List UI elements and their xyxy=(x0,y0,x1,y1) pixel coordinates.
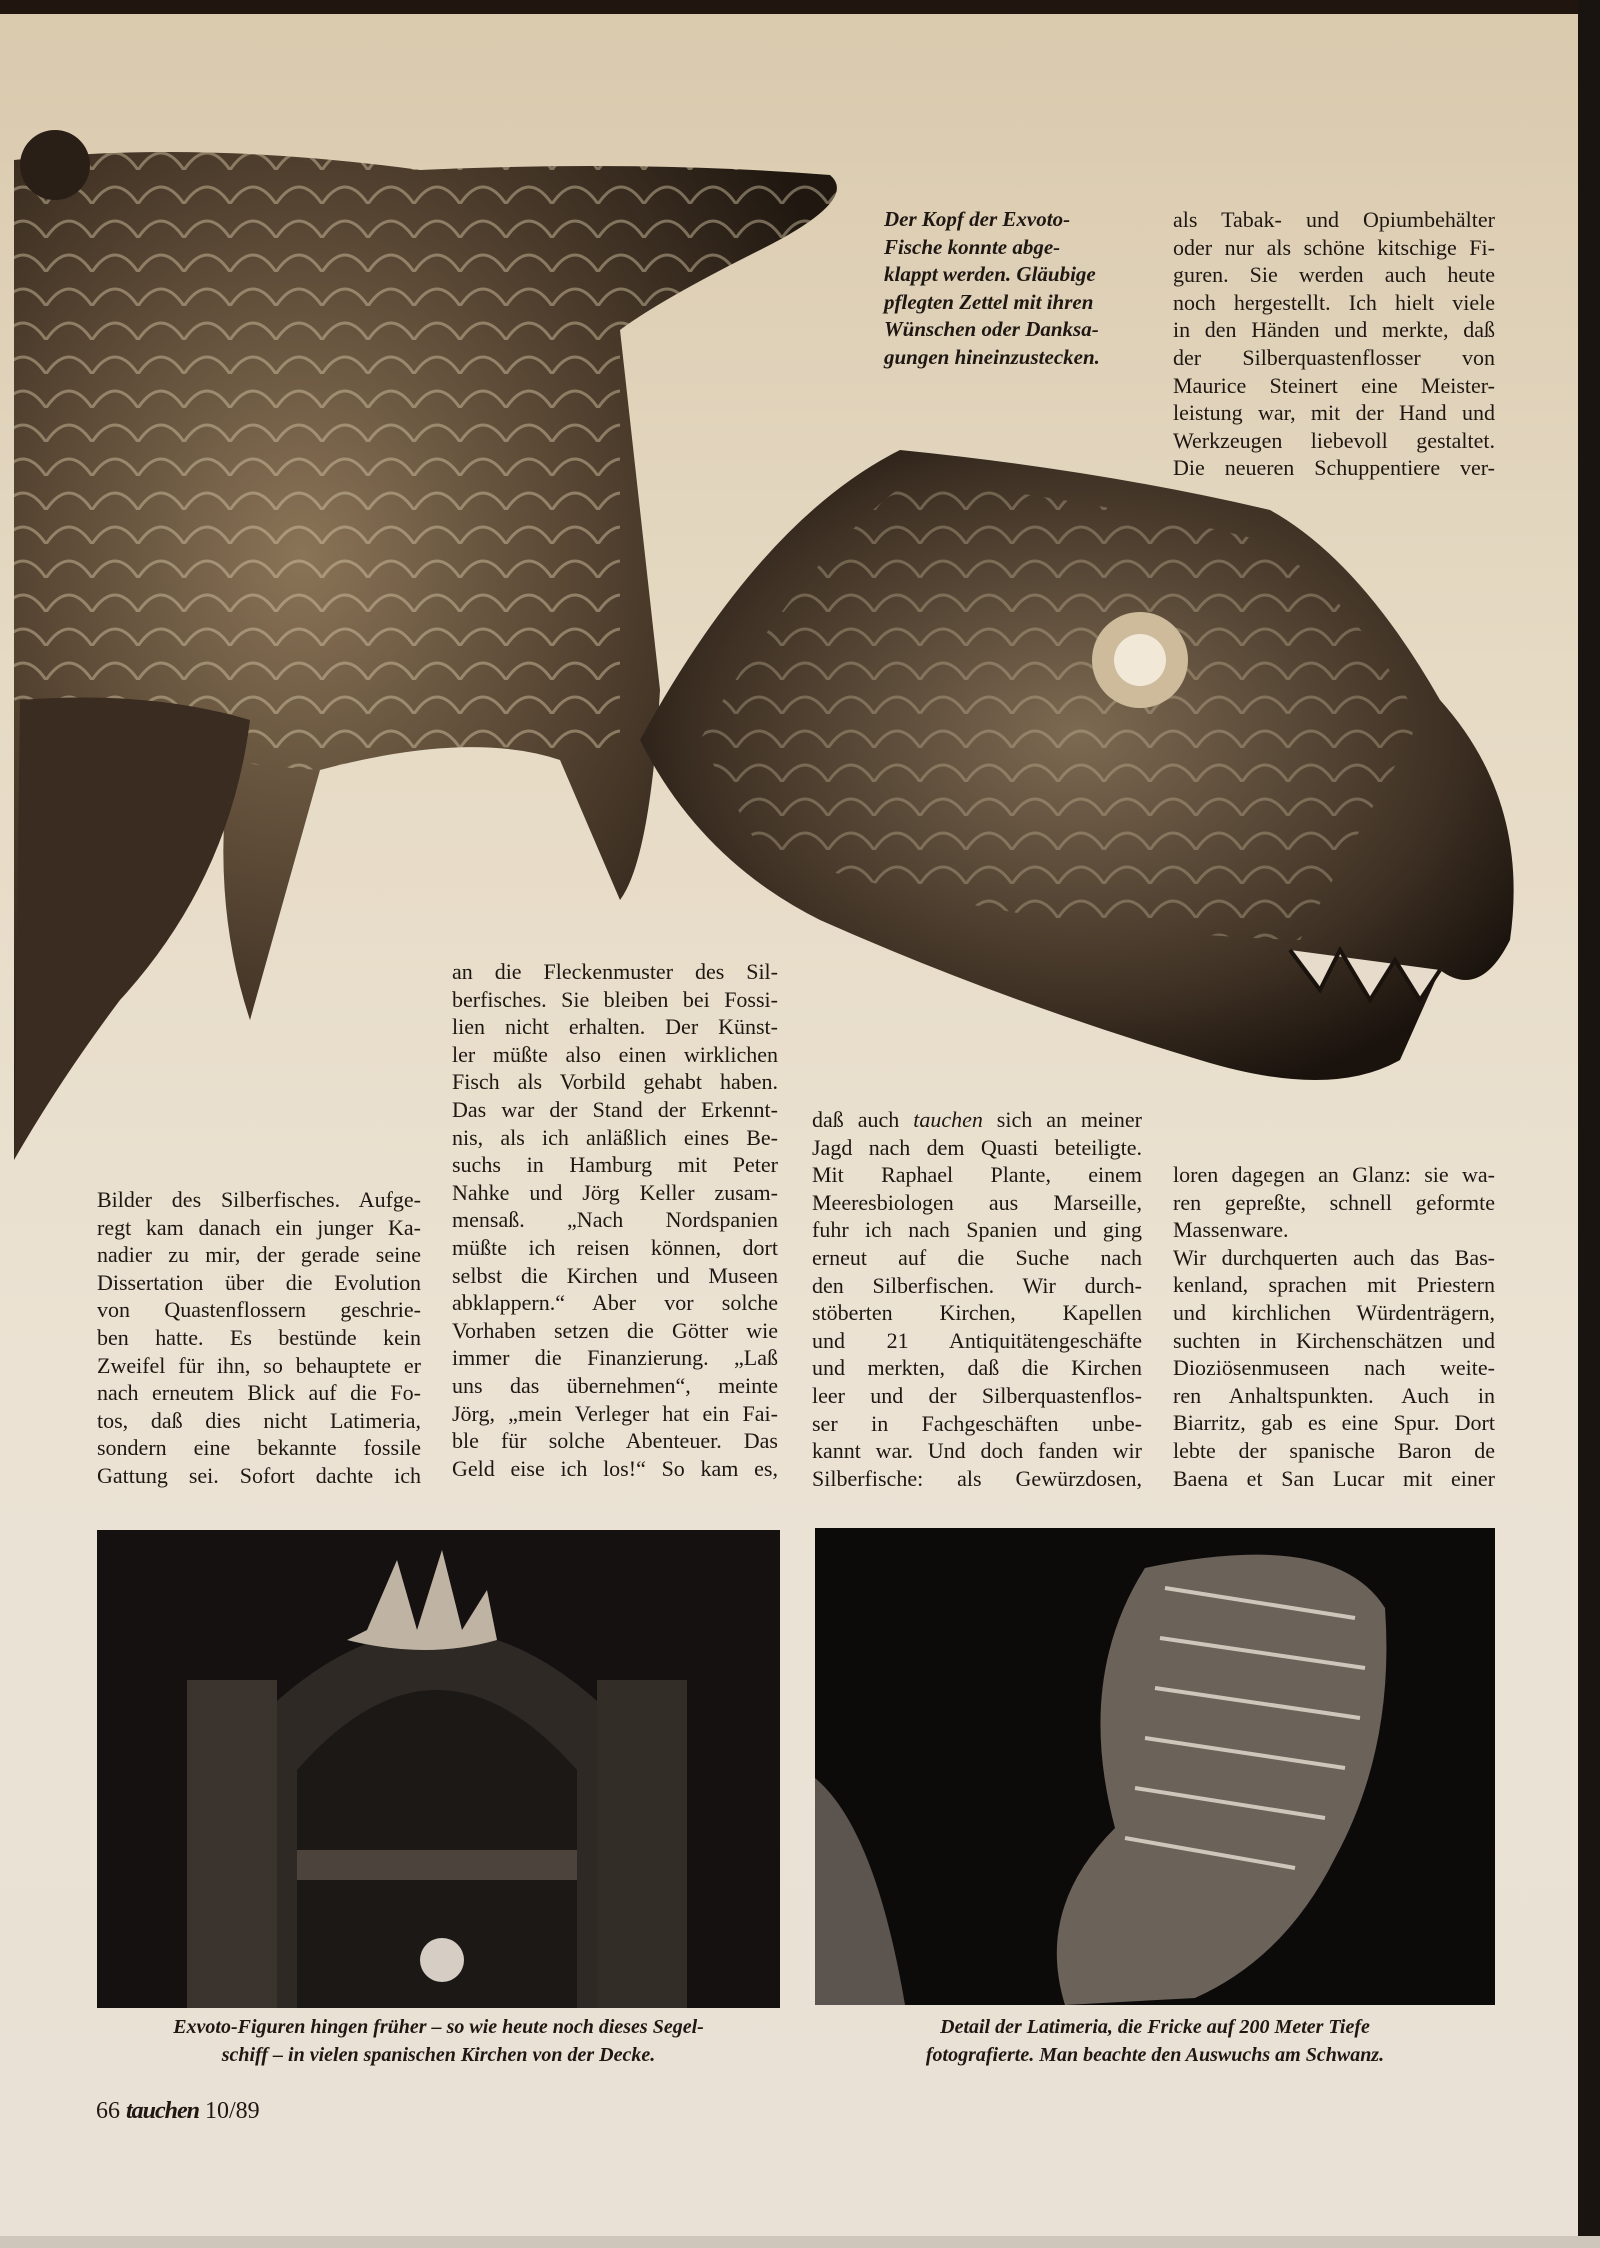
article-line: Dioziösenmuseen nach weite- xyxy=(1173,1355,1495,1381)
article-line: an die Fleckenmuster des Sil- xyxy=(452,959,778,984)
caption-line: Fische konnte abge- xyxy=(884,234,1061,259)
latimeria-fin-image xyxy=(815,1528,1495,2005)
article-line: und kirchlichen Würdenträgern, xyxy=(1173,1299,1495,1325)
article-line: kenland, sprachen mit Priestern xyxy=(1173,1272,1495,1298)
caption-line: schiff – in vielen spanischen Kirchen von der Decke. xyxy=(221,2044,656,2066)
article-line: Maurice Steinert eine Meister- xyxy=(1173,372,1495,398)
article-line: ben hatte. Es bestünde kein xyxy=(97,1324,421,1350)
article-line: suchten in Kirchenschätzen und xyxy=(1173,1327,1495,1353)
scan-edge-right xyxy=(1578,0,1600,2248)
article-line: Meeresbiologen aus Marseille, xyxy=(812,1189,1142,1215)
article-line: Fisch als Vorbild gehabt haben. xyxy=(452,1069,778,1095)
church-interior-image xyxy=(97,1530,780,2008)
article-line: Dissertation über die Evolution xyxy=(97,1269,421,1295)
article-line: Bilder des Silberfisches. Aufge- xyxy=(97,1187,421,1212)
caption-line: gungen hineinzustecken. xyxy=(884,344,1100,369)
article-line: leer und der Silberquastenflos- xyxy=(812,1382,1142,1408)
article-line: ren Anhaltspunkten. Auch in xyxy=(1173,1382,1495,1408)
article-column-1 xyxy=(97,1186,421,1490)
article-line: ren gepreßte, schnell geformte xyxy=(1173,1189,1495,1215)
article-line: lebte der spanische Baron de xyxy=(1173,1437,1495,1463)
text-run: sich an meiner xyxy=(982,1107,1142,1132)
article-line: Werkzeugen liebevoll gestaltet. xyxy=(1173,427,1495,453)
article-line: selbst die Kirchen und Museen xyxy=(452,1262,778,1288)
article-line: lien nicht erhalten. Der Künst- xyxy=(452,1014,778,1040)
article-column-4-top xyxy=(1173,206,1495,482)
article-line: oder nur als schöne kitschige Fi- xyxy=(1173,234,1495,260)
caption-line: fotografierte. Man beachte den Auswuchs am Schwanz. xyxy=(925,2044,1385,2066)
article-line: der Silberquastenflosser von xyxy=(1173,344,1495,370)
article-column-3 xyxy=(812,1106,1142,1492)
article-line: sondern eine bekannte fossile xyxy=(97,1435,421,1461)
article-line: stöberten Kirchen, Kapellen xyxy=(812,1300,1142,1326)
article-line: immer die Finanzierung. „Laß xyxy=(452,1345,778,1371)
article-line: Wir durchquerten auch das Bas- xyxy=(1173,1244,1495,1270)
text-run: daß auch xyxy=(812,1107,914,1132)
article-column-2 xyxy=(452,958,778,1482)
caption-line: Wünschen oder Danksa- xyxy=(884,317,1099,342)
article-line: noch hergestellt. Ich hielt viele xyxy=(1173,289,1495,315)
article-line: Geld eise ich los!“ So kam es, xyxy=(452,1455,778,1481)
article-line: Zweifel für ihn, so behauptete er xyxy=(97,1352,421,1378)
article-line: kannt war. Und doch fanden wir xyxy=(812,1438,1142,1464)
article-line: Vorhaben setzen die Götter wie xyxy=(452,1317,778,1343)
article-line: Nahke und Jörg Keller zusam- xyxy=(452,1179,778,1205)
article-line: Die neueren Schuppentiere ver- xyxy=(1173,455,1495,481)
article-line: fuhr ich nach Spanien und ging xyxy=(812,1217,1142,1243)
article-line: guren. Sie werden auch heute xyxy=(1173,262,1495,288)
fish-head-caption xyxy=(884,206,1114,372)
article-line: Massenware. xyxy=(1173,1217,1289,1243)
caption-line: Exvoto-Figuren hingen früher – so wie heute noch dieses Segel- xyxy=(173,2016,704,2038)
article-line: in den Händen und merkte, daß xyxy=(1173,317,1495,343)
article-line: uns das übernehmen“, meinte xyxy=(452,1372,778,1398)
article-line: als Tabak- und Opiumbehälter xyxy=(1173,207,1495,232)
article-line: Jörg, „mein Verleger hat ein Fai- xyxy=(452,1400,778,1426)
article-line: Das war der Stand der Erkennt- xyxy=(452,1096,778,1122)
caption-line: Detail der Latimeria, die Fricke auf 200 Meter Tiefe xyxy=(940,2016,1370,2038)
latimeria-photo-caption xyxy=(815,2013,1495,2069)
article-line: mensaß. „Nach Nordspanien xyxy=(452,1207,778,1233)
article-line: tos, daß dies nicht Latimeria, xyxy=(97,1407,421,1433)
magazine-logo: tauchen xyxy=(126,2098,200,2124)
article-line: regt kam danach ein junger Ka- xyxy=(97,1214,421,1240)
caption-line: pflegten Zettel mit ihren xyxy=(884,289,1094,314)
article-line: Jagd nach dem Quasti beteiligte. xyxy=(812,1134,1142,1160)
article-line: suchs in Hamburg mit Peter xyxy=(452,1152,778,1178)
article-line: müßte ich reisen können, dort xyxy=(452,1234,778,1260)
article-line: Silberfische: als Gewürzdosen, xyxy=(812,1465,1142,1491)
church-ship-photo xyxy=(97,1530,780,2008)
article-line: und merkten, daß die Kirchen xyxy=(812,1355,1142,1381)
article-line: nach erneutem Blick auf die Fo- xyxy=(97,1380,421,1406)
article-line: loren dagegen an Glanz: sie wa- xyxy=(1173,1162,1495,1187)
caption-line: Der Kopf der Exvoto- xyxy=(884,207,1071,231)
article-line: Baena et San Lucar mit einer xyxy=(1173,1465,1495,1491)
article-line: Mit Raphael Plante, einem xyxy=(812,1162,1142,1188)
article-line: berfisches. Sie bleiben bei Fossi- xyxy=(452,986,778,1012)
article-line: nadier zu mir, der gerade seine xyxy=(97,1242,421,1268)
article-line: nis, als ich anläßlich eines Be- xyxy=(452,1124,778,1150)
magazine-name-italic: tauchen xyxy=(913,1107,983,1132)
article-line: ser in Fachgeschäften unbe- xyxy=(812,1410,1142,1436)
article-line: Biarritz, gab es eine Spur. Dort xyxy=(1173,1410,1495,1436)
article-line: von Quastenflossern geschrie- xyxy=(97,1297,421,1323)
page-number: 66 xyxy=(96,2098,120,2124)
page-footer xyxy=(96,2098,260,2125)
article-line: abklappern.“ Aber vor solche xyxy=(452,1290,778,1316)
article-line: ble für solche Abenteuer. Das xyxy=(452,1428,778,1454)
article-line: Gattung sei. Sofort dachte ich xyxy=(97,1462,421,1488)
issue-number: 10/89 xyxy=(205,2098,260,2124)
article-line: leistung war, mit der Hand und xyxy=(1173,400,1495,426)
caption-line: klappt werden. Gläubige xyxy=(884,262,1096,287)
latimeria-photo xyxy=(815,1528,1495,2005)
article-line xyxy=(812,1106,1142,1134)
scan-edge-bottom xyxy=(0,2236,1600,2248)
church-photo-caption xyxy=(97,2013,780,2069)
article-line: ler müßte also einen wirklichen xyxy=(452,1041,778,1067)
article-line: den Silberfischen. Wir durch- xyxy=(812,1272,1142,1298)
article-column-4-bottom xyxy=(1173,1161,1495,1492)
article-line: erneut auf die Suche nach xyxy=(812,1244,1142,1270)
article-line: und 21 Antiquitätengeschäfte xyxy=(812,1327,1142,1353)
